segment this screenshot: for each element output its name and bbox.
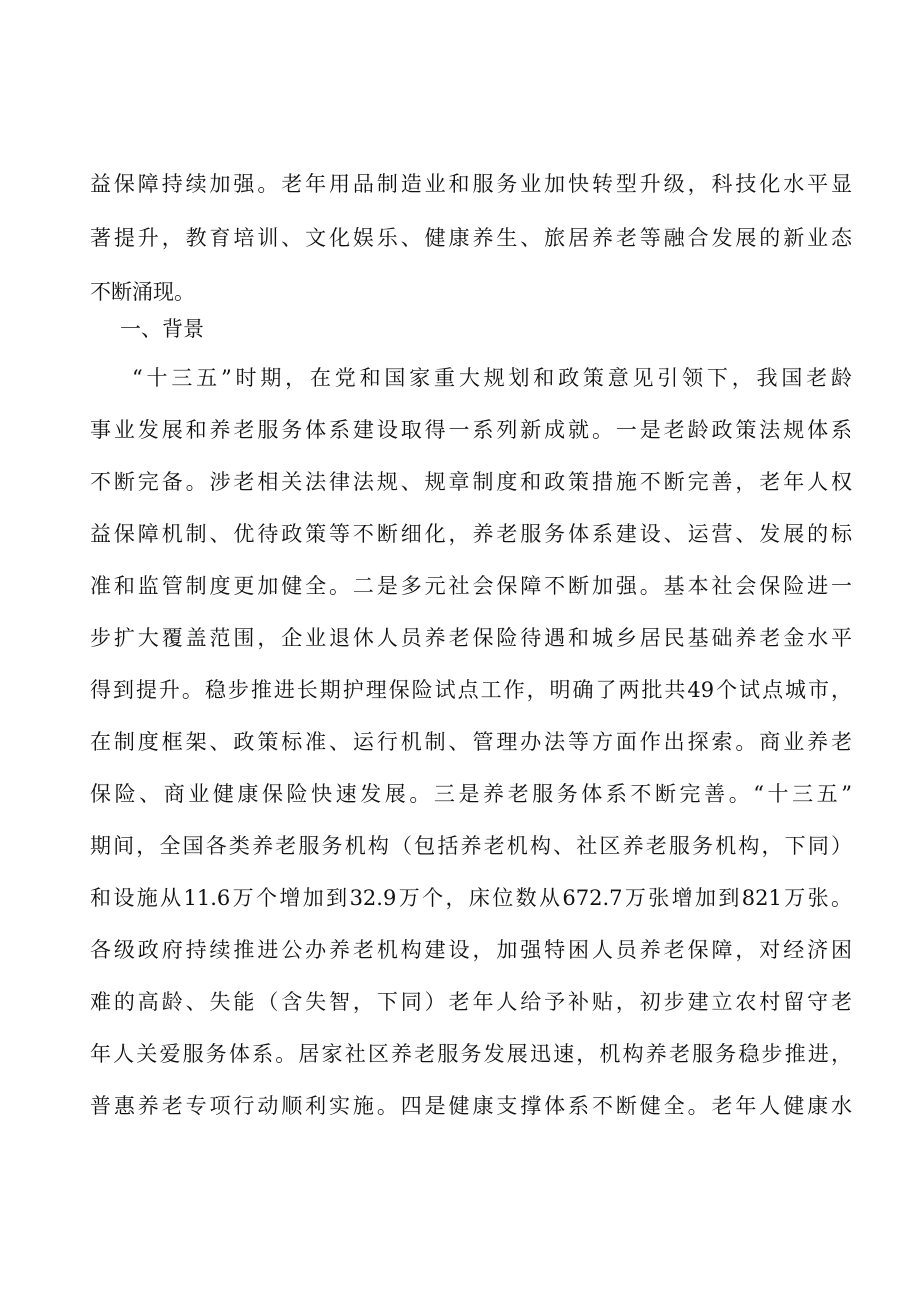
- body-line-2: 事业发展和养老服务体系建设取得一系列新成就。一是老龄政策法规体系: [90, 418, 852, 442]
- body-line-1: “十三五”时期，在党和国家重大规划和政策意见引领下，我国老龄: [132, 366, 852, 390]
- body-line-5: 准和监管制度更加健全。二是多元社会保障不断加强。基本社会保险进一: [90, 574, 852, 598]
- body-line-3: 不断完备。涉老相关法律法规、规章制度和政策措施不断完善，老年人权: [90, 470, 852, 494]
- intro-line-3: 不断涌现。: [90, 280, 195, 304]
- body-line-9: 保险、商业健康保险快速发展。三是养老服务体系不断完善。“十三五”: [90, 782, 852, 806]
- intro-line-1: 益保障持续加强。老年用品制造业和服务业加快转型升级，科技化水平显: [90, 172, 852, 196]
- body-line-10: 期间，全国各类养老服务机构（包括养老机构、社区养老服务机构，下同）: [90, 834, 852, 858]
- body-line-8: 在制度框架、政策标准、运行机制、管理办法等方面作出探索。商业养老: [90, 730, 852, 754]
- body-line-11: 和设施从11.6万个增加到32.9万个，床位数从672.7万张增加到821万张。: [90, 886, 852, 910]
- body-line-12: 各级政府持续推进公办养老机构建设，加强特困人员养老保障，对经济困: [90, 938, 852, 962]
- body-line-14: 年人关爱服务体系。居家社区养老服务发展迅速，机构养老服务稳步推进，: [90, 1042, 852, 1066]
- section-heading: 一、背景: [120, 317, 204, 341]
- intro-line-2: 著提升，教育培训、文化娱乐、健康养生、旅居养老等融合发展的新业态: [90, 226, 852, 250]
- body-line-15: 普惠养老专项行动顺利实施。四是健康支撑体系不断健全。老年人健康水: [90, 1094, 852, 1118]
- body-line-4: 益保障机制、优待政策等不断细化，养老服务体系建设、运营、发展的标: [90, 522, 852, 546]
- body-line-13: 难的高龄、失能（含失智，下同）老年人给予补贴，初步建立农村留守老: [90, 990, 852, 1014]
- body-line-7: 得到提升。稳步推进长期护理保险试点工作，明确了两批共49个试点城市，: [90, 678, 852, 702]
- body-line-6: 步扩大覆盖范围，企业退休人员养老保险待遇和城乡居民基础养老金水平: [90, 626, 852, 650]
